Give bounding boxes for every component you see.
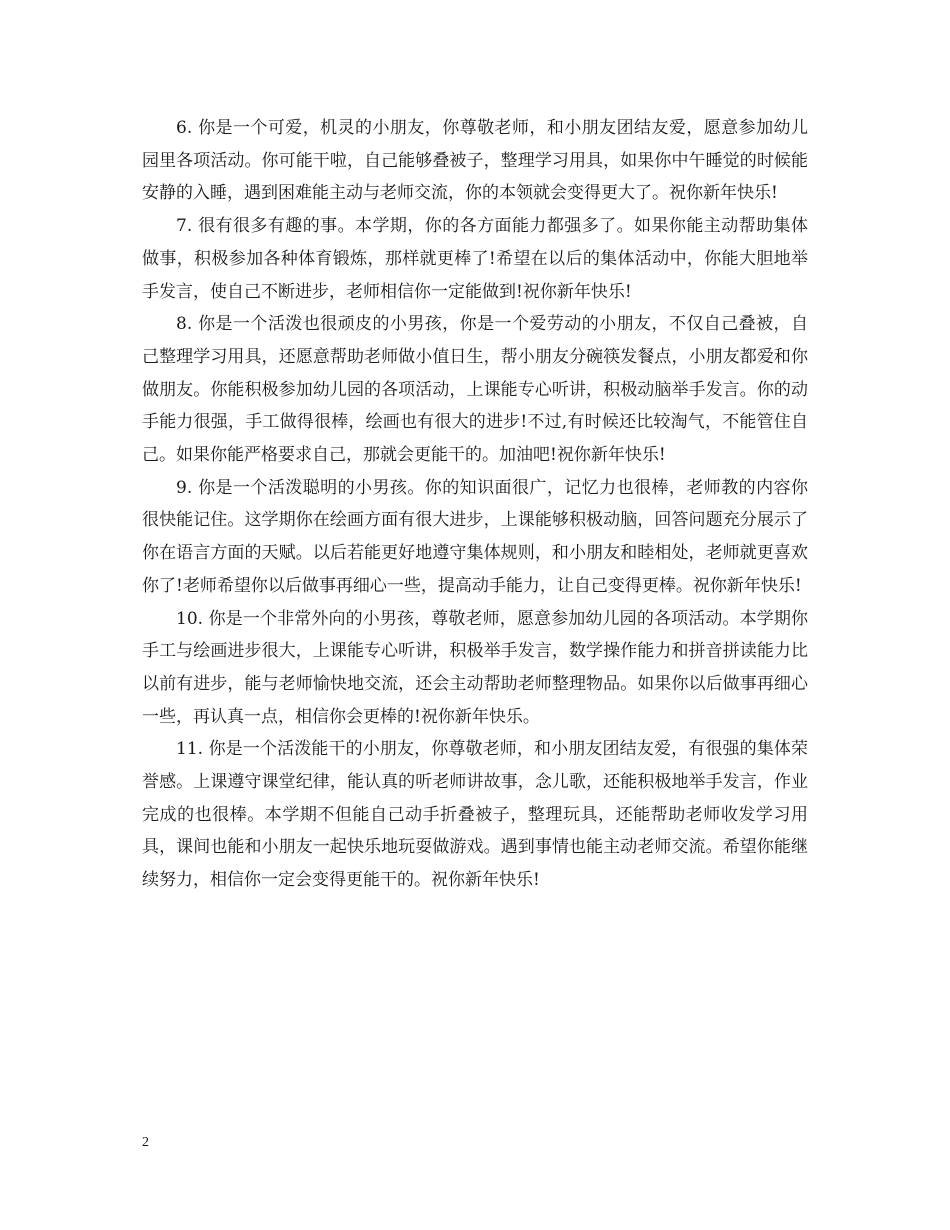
paragraph-6: 6. 你是一个可爱，机灵的小朋友，你尊敬老师，和小朋友团结友爱，愿意参加幼儿园里各项活动。你可能干啦，自己能够叠被子，整理学习用具，如果你中午睡觉的时候能安静的入睡，遇到困难能主动与老师交流，你的本领就会变得更大了。祝你新年快乐! [142,118,808,204]
paragraph-8: 8. 你是一个活泼也很顽皮的小男孩，你是一个爱劳动的小朋友，不仅自己叠被，自己整理学习用具，还愿意帮助老师做小值日生，帮小朋友分碗筷发餐点，小朋友都爱和你做朋友。你能积极参加幼儿园的各项活动，上课能专心听讲，积极动脑举手发言。你的动手能力很强，手工做得很棒，绘画也有很大的进步!不过,有时候还比较淘气，不能管住自己。如果你能严格要求自己，那就会更能干的。加油吧!祝你新年快乐! [142,314,808,466]
paragraph-7: 7. 很有很多有趣的事。本学期，你的各方面能力都强多了。如果你能主动帮助集体做事，积极参加各种体育锻炼，那样就更棒了!希望在以后的集体活动中，你能大胆地举手发言，使自己不断进步，老师相信你一定能做到!祝你新年快乐! [142,216,808,302]
document-body [142,112,808,897]
page-number: 2 [142,1135,149,1150]
paragraph-11: 11. 你是一个活泼能干的小朋友，你尊敬老师，和小朋友团结友爱，有很强的集体荣誉感。上课遵守课堂纪律，能认真的听老师讲故事，念儿歌，还能积极地举手发言，作业完成的也很棒。本学期不但能自己动手折叠被子，整理玩具，还能帮助老师收发学习用具，课间也能和小朋友一起快乐地玩耍做游戏。遇到事情也能主动老师交流。希望你能继续努力，相信你一定会变得更能干的。祝你新年快乐! [142,739,808,891]
paragraph-9: 9. 你是一个活泼聪明的小男孩。你的知识面很广，记忆力也很棒，老师教的内容你很快能记住。这学期你在绘画方面有很大进步，上课能够积极动脑，回答问题充分展示了你在语言方面的天赋。以后若能更好地遵守集体规则，和小朋友和睦相处，老师就更喜欢你了!老师希望你以后做事再细心一些，提高动手能力，让自己变得更棒。祝你新年快乐! [142,477,808,596]
paragraph-10: 10. 你是一个非常外向的小男孩，尊敬老师，愿意参加幼儿园的各项活动。本学期你手工与绘画进步很大，上课能专心听讲，积极举手发言，数学操作能力和拼音拼读能力比以前有进步，能与老师愉快地交流，还会主动帮助老师整理物品。如果你以后做事再细心一些，再认真一点，相信你会更棒的!祝你新年快乐。 [142,608,808,727]
